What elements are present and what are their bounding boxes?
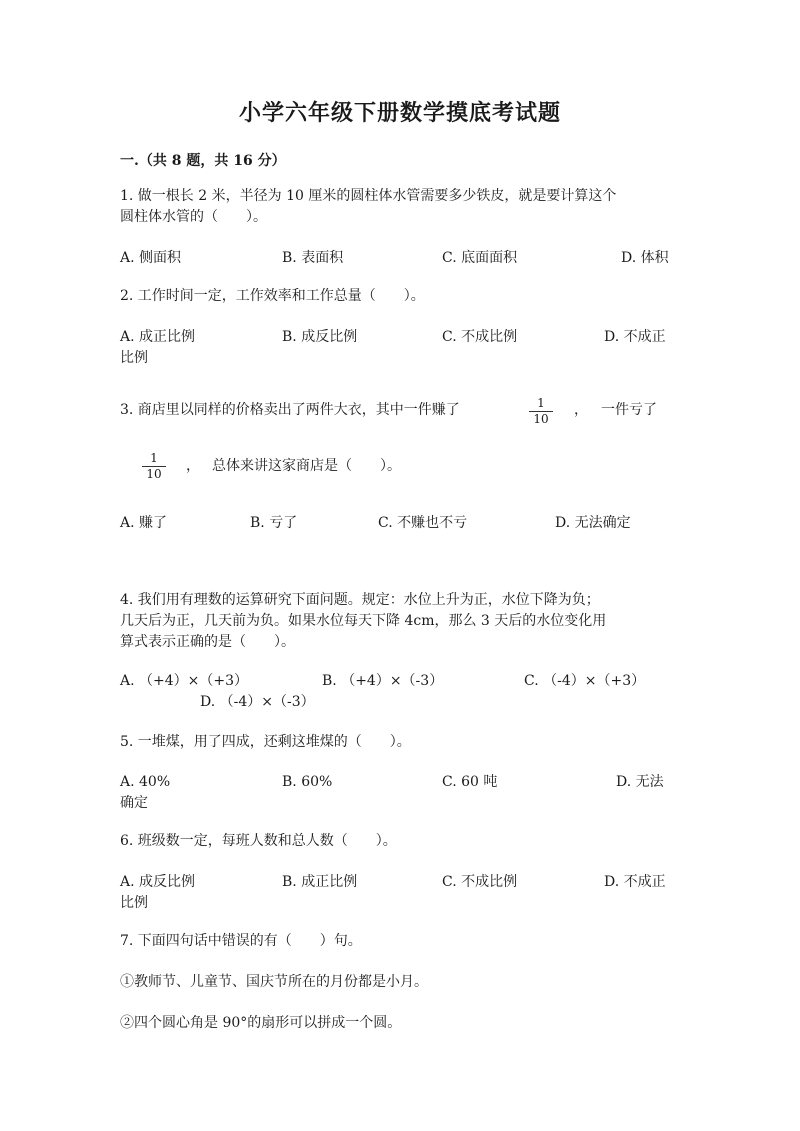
question-1-option-d[interactable]: D. 体积 <box>621 250 669 266</box>
question-3-option-b[interactable]: B. 亏了 <box>250 515 298 531</box>
question-3-text-part-3: 总体来讲这家商店是（ ）。 <box>212 458 401 474</box>
question-7-statement-2: ②四个圆心角是 90°的扇形可以拼成一个圆。 <box>120 1015 402 1031</box>
question-7-statement-1: ①教师节、儿童节、国庆节所在的月份都是小月。 <box>120 974 428 990</box>
fraction-numerator: 1 <box>529 397 553 412</box>
question-4-line-3: 算式表示正确的是（ ）。 <box>120 634 295 650</box>
question-6-text: 6. 班级数一定，每班人数和总人数（ ）。 <box>120 833 397 849</box>
question-4-line-1: 4. 我们用有理数的运算研究下面问题。规定：水位上升为正，水位下降为负； <box>120 592 600 608</box>
question-3-text-part-2: 一件亏了 <box>601 402 657 418</box>
question-5-option-a[interactable]: A. 40% <box>120 774 171 790</box>
question-4-option-c[interactable]: C. （-4）×（+3） <box>524 673 646 689</box>
question-5-option-c[interactable]: C. 60 吨 <box>442 774 498 790</box>
question-6-option-d-continued: 比例 <box>120 895 148 911</box>
question-3-text-part-1: 3. 商店里以同样的价格卖出了两件大衣，其中一件赚了 <box>120 402 460 418</box>
question-3-comma-2: ， <box>186 458 200 474</box>
question-3-option-c[interactable]: C. 不赚也不亏 <box>378 515 468 531</box>
question-2-option-d-continued: 比例 <box>120 350 148 366</box>
question-3-option-d[interactable]: D. 无法确定 <box>555 515 631 531</box>
page-title: 小学六年级下册数学摸底考试题 <box>238 100 561 126</box>
fraction-one-tenth-second <box>142 452 166 481</box>
question-1-option-a[interactable]: A. 侧面积 <box>120 250 182 266</box>
question-4-option-b[interactable]: B. （+4）×（-3） <box>322 673 444 689</box>
question-2-option-b[interactable]: B. 成反比例 <box>282 329 358 345</box>
question-1-line-2: 圆柱体水管的（ ）。 <box>120 209 267 225</box>
fraction-one-tenth <box>529 397 553 426</box>
question-4-option-d[interactable]: D. （-4）×（-3） <box>200 694 315 710</box>
question-6-option-c[interactable]: C. 不成比例 <box>442 874 518 890</box>
question-2-option-c[interactable]: C. 不成比例 <box>442 329 518 345</box>
question-4-line-2: 几天后为正，几天前为负。如果水位每天下降 4cm，那么 3 天后的水位变化用 <box>120 613 607 629</box>
fraction-denominator: 10 <box>533 412 549 426</box>
question-3-comma-1: ， <box>574 402 588 418</box>
question-2-option-d[interactable]: D. 不成正 <box>604 329 666 345</box>
question-2-option-a[interactable]: A. 成正比例 <box>120 329 196 345</box>
question-3-option-a[interactable]: A. 赚了 <box>120 515 168 531</box>
question-2-text: 2. 工作时间一定，工作效率和工作总量（ ）。 <box>120 288 425 304</box>
question-6-option-d[interactable]: D. 不成正 <box>604 874 666 890</box>
question-4-option-a[interactable]: A. （+4）×（+3） <box>120 673 249 689</box>
question-5-option-d[interactable]: D. 无法 <box>616 774 664 790</box>
question-1-line-1: 1. 做一根长 2 米，半径为 10 厘米的圆柱体水管需要多少铁皮，就是要计算这个 <box>120 188 617 204</box>
question-6-option-b[interactable]: B. 成正比例 <box>282 874 358 890</box>
fraction-numerator: 1 <box>142 452 166 467</box>
question-5-text: 5. 一堆煤，用了四成，还剩这堆煤的（ ）。 <box>120 734 411 750</box>
question-1-option-b[interactable]: B. 表面积 <box>282 250 344 266</box>
question-6-option-a[interactable]: A. 成反比例 <box>120 874 196 890</box>
fraction-denominator: 10 <box>146 467 162 481</box>
question-5-option-d-continued: 确定 <box>120 795 148 811</box>
section-header: 一.（共 8 题，共 16 分） <box>120 153 286 169</box>
question-1-option-c[interactable]: C. 底面面积 <box>442 250 518 266</box>
question-5-option-b[interactable]: B. 60% <box>282 774 333 790</box>
question-7-text: 7. 下面四句话中错误的有（ ）句。 <box>120 933 362 949</box>
